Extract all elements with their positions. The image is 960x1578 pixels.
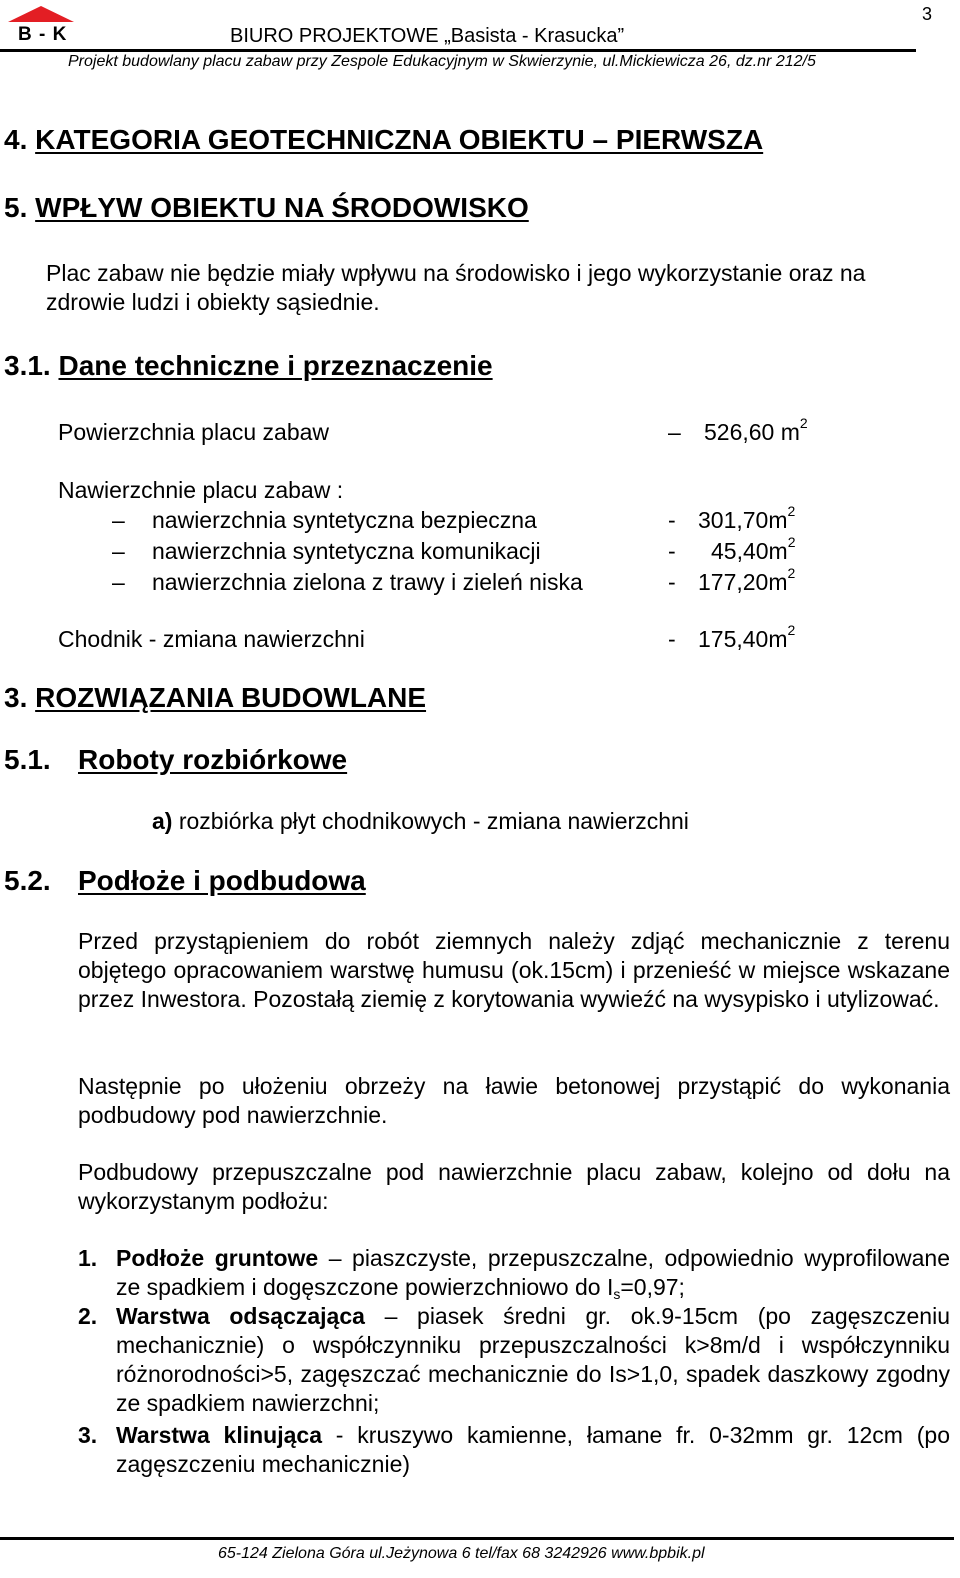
area-dash: – [668, 419, 681, 445]
surface-value: $45,40m^2$ [711, 534, 796, 564]
paragraph-3: Podbudowy przepuszczalne pod nawierzchnie placu zabaw, kolejno od dołu na wykorzystanym podłożu: [78, 1159, 950, 1214]
section-5-1-title: Roboty rozbiórkowe [78, 744, 348, 775]
header-rule [0, 49, 916, 52]
chodnik-label: Chodnik - zmiana nawierzchni [58, 626, 365, 652]
section-5-title: WPŁYW OBIEKTU NA ŚRODOWISKO [35, 192, 529, 223]
section-5-number: 5. [4, 192, 28, 223]
demolition-item: a) rozbiórka płyt chodnikowych - zmiana nawierzchni [152, 808, 689, 834]
list-dash: – [112, 507, 125, 533]
surface-dash: - [668, 569, 676, 595]
page-number: 3 [922, 4, 933, 24]
surface-label: nawierzchnia zielona z trawy i zieleń niska [152, 569, 583, 595]
logo-roof-icon [8, 6, 74, 22]
area-label: Powierzchnia placu zabaw [58, 419, 330, 445]
surface-dash: - [668, 538, 676, 564]
surface-value: $301,70m^2$ [698, 503, 796, 533]
section-5-2-title: Podłoże i podbudowa [78, 865, 366, 896]
section-5-2-number: 5.2. [4, 865, 51, 896]
section-3-1-number: 3.1. [4, 350, 51, 381]
section-4-title: KATEGORIA GEOTECHNICZNA OBIEKTU – PIERWSZA [35, 124, 764, 155]
section-5-heading [4, 192, 529, 224]
paragraph-2: Następnie po ułożeniu obrzeży na ławie betonowej przystąpić do wykonania podbudowy pod nawierzchnie. [78, 1073, 950, 1128]
firm-name: BIURO PROJEKTOWE „Basista - Krasucka” [230, 25, 625, 47]
logo-text: B - K [18, 24, 68, 45]
footer-address: 65-124 Zielona Góra ul.Jeżynowa 6 tel/fax 68 3242926 www.bpbik.pl [218, 1545, 705, 1562]
section-5-1-number: 5.1. [4, 744, 51, 775]
list-dash: – [112, 538, 125, 564]
list-item: 2. Warstwa odsączająca – piasek średni gr. ok.9-15cm (po zagęszczeniu mechanicznie) o współczynniku przepuszczalności k>8m/d i współczynniku różnorodności>5, zagęszczać mechanicznie do Is>1,0, spadek daszkowy zgodny ze spadkiem nawierzchni; [78, 1303, 950, 1416]
paragraph-1: Przed przystąpieniem do robót ziemnych należy zdjąć mechanicznie z terenu objętego opracowaniem warstwę humusu (ok.15cm) i przenieść w miejsce wskazane przez Inwestora. Pozostałą ziemię z korytowania wywieźć na wysypisko i utylizować. [78, 928, 950, 1012]
chodnik-dash: - [668, 626, 676, 652]
section-3-number: 3. [4, 682, 28, 713]
section-5-text: Plac zabaw nie będzie miały wpływu na środowisko i jego wykorzystanie oraz na zdrowie ludzi i obiekty sąsiednie. [46, 260, 866, 315]
list-dash: – [112, 569, 125, 595]
surface-label: nawierzchnia syntetyczna bezpieczna [152, 507, 537, 533]
surface-dash: - [668, 507, 676, 533]
project-title: Projekt budowlany placu zabaw przy Zespole Edukacyjnym w Skwierzynie, ul.Mickiewicza 26, dz.nr 212/5 [68, 53, 816, 70]
surface-label: nawierzchnia syntetyczna komunikacji [152, 538, 541, 564]
section-3-1-title: Dane techniczne i przeznaczenie [58, 350, 493, 381]
section-4-number: 4. [4, 124, 28, 155]
section-4-heading [4, 124, 763, 156]
section-3-heading [4, 682, 426, 714]
surface-value: $177,20m^2$ [698, 565, 796, 595]
chodnik-value: $175,40m^2$ [698, 622, 796, 652]
list-item: 3. Warstwa klinująca - kruszywo kamienne, łamane fr. 0-32mm gr. 12cm (po zagęszczeniu mechanicznie) [78, 1422, 950, 1477]
area-value: 526,60 $m^2$ [704, 415, 808, 445]
list-item: 1. Podłoże gruntowe – piaszczyste, przepuszczalne, odpowiednio wyprofilowane ze spadkiem i dogęszczone powierzchniowo do $I_s=0,97$; [78, 1245, 950, 1302]
section-3-1-heading [4, 350, 493, 382]
footer-rule [0, 1537, 954, 1540]
surfaces-label: Nawierzchnie placu zabaw : [58, 477, 344, 503]
section-3-title: ROZWIĄZANIA BUDOWLANE [35, 682, 427, 713]
